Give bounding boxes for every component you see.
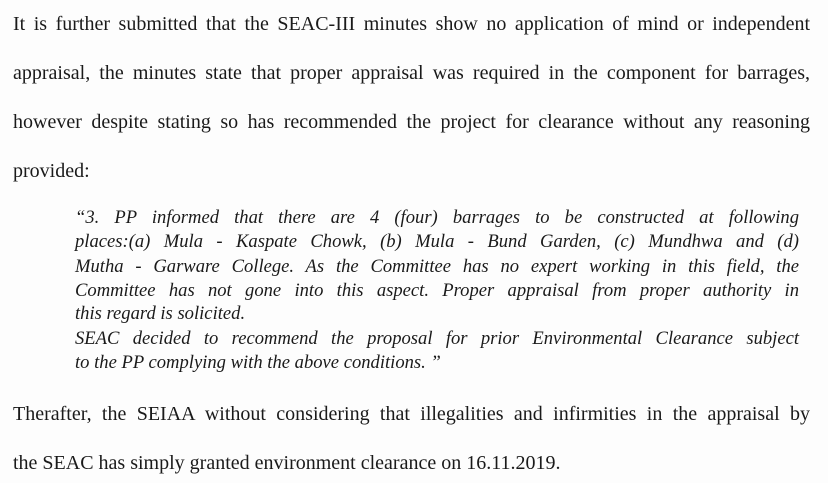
quote-line-7: to the PP complying with the above conditions. ” bbox=[75, 352, 441, 373]
paragraph2-line-2: the SEAC has simply granted environment clearance on 16.11.2019. bbox=[13, 452, 561, 474]
paragraph1-line-2: appraisal, the minutes state that proper appraisal was required in the component for barrages, bbox=[13, 62, 810, 84]
paragraph1-line-4: provided: bbox=[13, 160, 90, 182]
paragraph1-line-3: however despite stating so has recommended the project for clearance without any reasoning bbox=[13, 111, 810, 133]
quote-line-3: Mutha - Garware College. As the Committee has no expert working in this field, the bbox=[75, 256, 799, 277]
quote-line-4: Committee has not gone into this aspect. Proper appraisal from proper authority in bbox=[75, 280, 799, 301]
quote-line-2: places:(a) Mula - Kaspate Chowk, (b) Mula - Bund Garden, (c) Mundhwa and (d) bbox=[75, 231, 799, 252]
quote-line-6: SEAC decided to recommend the proposal for prior Environmental Clearance subject bbox=[75, 328, 799, 349]
paragraph2-line-1: Therafter, the SEIAA without considering that illegalities and infirmities in the appraisal by bbox=[13, 403, 810, 425]
paragraph1-line-1: It is further submitted that the SEAC-III minutes show no application of mind or independent bbox=[13, 13, 810, 35]
quote-line-1: “3. PP informed that there are 4 (four) barrages to be constructed at following bbox=[75, 207, 799, 228]
quote-line-5: this regard is solicited. bbox=[75, 303, 246, 324]
